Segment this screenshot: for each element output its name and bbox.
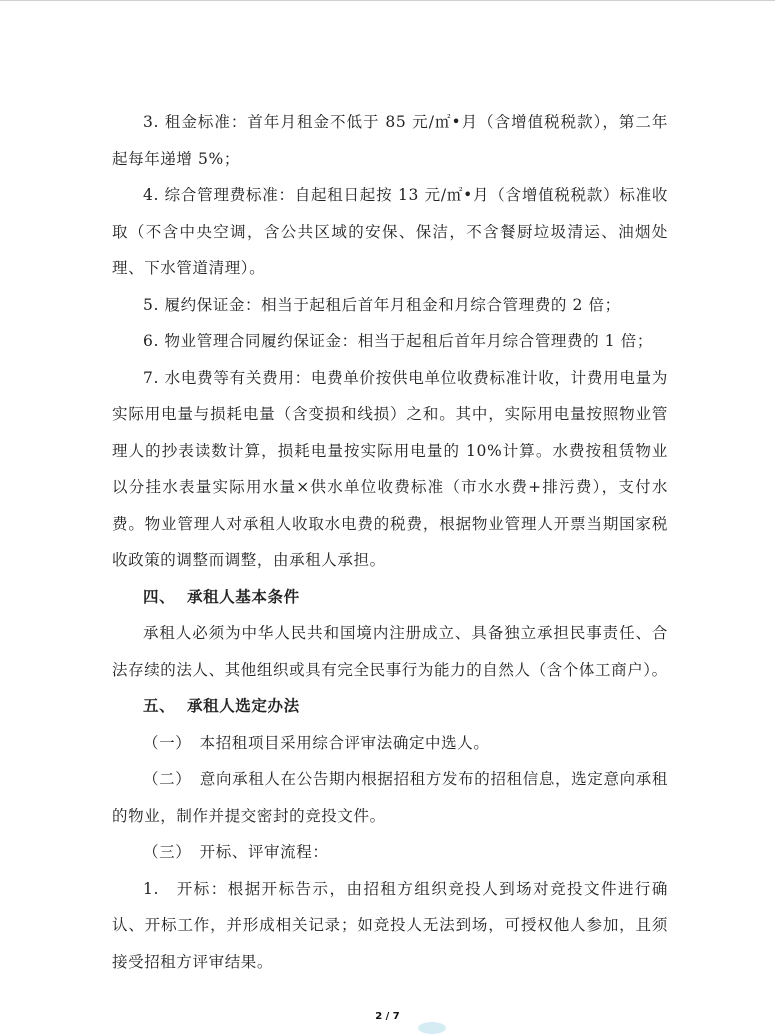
section-heading-selection-method [112,688,668,725]
section-heading-tenant-conditions [112,579,668,616]
selection-item-2: （二） 意向承租人在公告期内根据招租方发布的招租信息，选定意向承租的物业，制作并提交密封的竞投文件。 [112,770,668,825]
clause-utility-fees: 7. 水电费等有关费用：电费单价按供电单位收费标准计收，计费用电量为实际用电量与损耗电量（含变损和线损）之和。其中，实际用电量按照物业管理人的抄表读数计算，损耗电量按实际用电量的 10%计算。水费按租赁物业以分挂水表量实际用水量×供水单位收费标准（市水水费+排污费），支付水费。物业管理人对承租人收取水电费的税费，根据物业管理人开票当期国家税收政策的调整而调整，由承租人承担。 [112,368,668,569]
section-title: 承租人基本条件 [187,587,300,606]
document-body [112,104,668,980]
page-number: 2 / 7 [375,1011,400,1022]
clause-management-fee: 4. 综合管理费标准：自起租日起按 13 元/㎡•月（含增值税税款）标准收取（不含中央空调，含公共区域的安保、保洁，不含餐厨垃圾清运、油烟处理、下水管道清理）。 [112,186,668,277]
tenant-conditions-text: 承租人必须为中华人民共和国境内注册成立、具备独立承担民事责任、合法存续的法人、其他组织或具有完全民事行为能力的自然人（含个体工商户）。 [112,624,668,679]
decorative-shape [418,1022,446,1034]
section-number: 五、 [143,697,176,715]
section-number: 四、 [143,587,176,606]
section-title: 承租人选定办法 [187,697,300,715]
selection-item-1: （一） 本招租项目采用综合评审法确定中选人。 [143,733,490,752]
clause-rent-standard: 3. 租金标准：首年月租金不低于 85 元/㎡•月（含增值税税款），第二年起每年递增 5%； [112,113,668,168]
top-border-line [0,0,775,1]
clause-property-contract-deposit: 6. 物业管理合同履约保证金：相当于起租后首年月综合管理费的 1 倍； [143,332,653,350]
selection-item-3: （三） 开标、评审流程： [143,843,329,861]
bid-opening-step: 1. 开标：根据开标告示，由招租方组织竞投人到场对竞投文件进行确认、开标工作，并形成相关记录；如竞投人无法到场，可授权他人参加，且须接受招租方评审结果。 [112,879,668,971]
clause-performance-deposit: 5. 履约保证金：相当于起租后首年月租金和月综合管理费的 2 倍； [143,295,621,314]
